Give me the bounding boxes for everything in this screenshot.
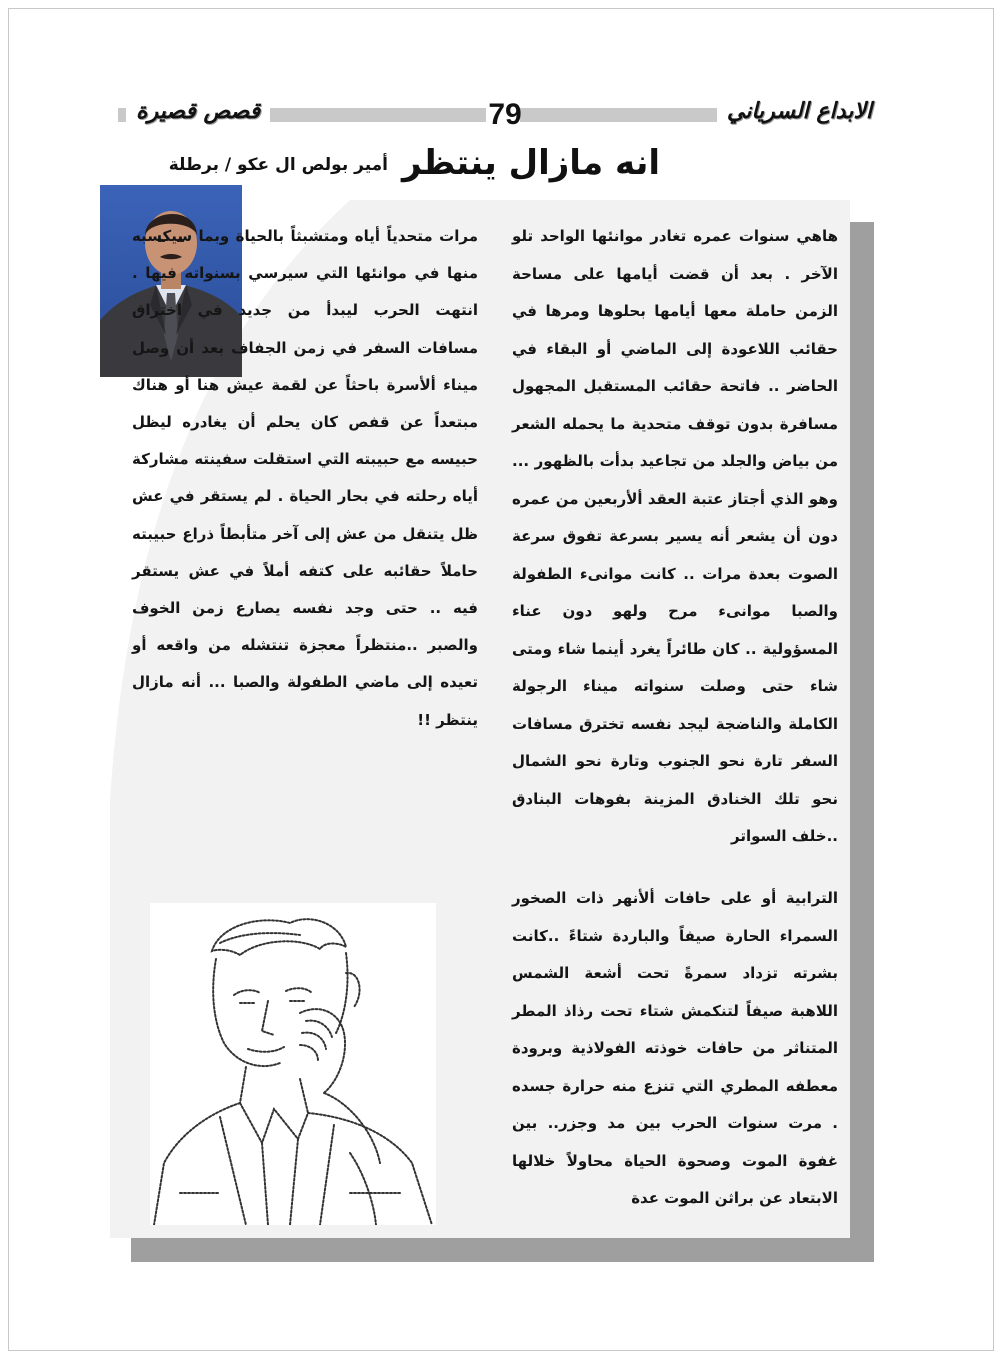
- story-title: انه مازال ينتظر: [401, 143, 660, 183]
- paragraph: هاهي سنوات عمره تغادر موانئها الواحد تلو الآخر . بعد أن قضت أيامها على مساحة الزمن حاملة معها أيامها بحلوها ومرها في حقائب اللاعودة إلى الماضي أو البقاء في الحاضر .. فاتحة حقائب المستقبل المجهول مسافرة بدون توقف متحدية ما يحمله الشعر من بياض والجلد من تجاعيد بدأت بالظهور ... وهو الذي أجتاز عتبة العقد ألأربعين من عمره دون أن يشعر أنه يسير بسرعة تفوق سرعة الصوت بعدة مرات .. كانت موانىء الطفولة والصبا موانىء مرح ولهو دون عناء المسؤولية .. كان طائراً يغرد أينما شاء ومتى شاء حتى وصلت سنواته ميناء الرجولة الكاملة والناضجة ليجد نفسه تخترق مسافات السفر تارة نحو الجنوب وتارة نحو الشمال نحو تلك الخنادق المزينة بفوهات البنادق ..خلف السواتر: [512, 227, 838, 845]
- magazine-series-label: الابداع السرياني: [717, 96, 882, 128]
- article-text-right-column-top: [512, 218, 838, 856]
- page-number: 79: [488, 98, 522, 131]
- category-label: قصص قصيرة: [126, 96, 270, 128]
- article-text-right-column-bottom: [512, 880, 838, 1218]
- article-text-left-column: [132, 218, 478, 739]
- author-byline: أمير بولص ال عكو / برطلة: [168, 155, 388, 175]
- paragraph: الترابية أو على حافات ألأنهر ذات الصخور السمراء الحارة صيفاً والباردة شتاءً ..كانت بشرته تزداد سمرةً تحت أشعة الشمس اللاهبة صيفاً لتنكمش شتاء تحت رذاذ المطر المتناثر من حافات خوذته الفولاذية وبرودة معطفه المطري التي تنزع منه حرارة جسده . مرت سنوات الحرب بين مد وجزر.. بين غفوة الموت وصحوة الحياة محاولاً خلالها الابتعاد عن براثن الموت عدة: [512, 889, 838, 1207]
- paragraph: مرات متحدياً أياه ومتشبثاً بالحياة وبما سيكسبه منها في موانئها التي سيرسي بسنواته فيها . انتهت الحرب ليبدأ من جديد في اختراق مسافات السفر في زمن الجفاف بعد أن وصل ميناء ألأسرة باحثاً عن لقمة عيش هنا أو هناك مبتعداً عن قفص كان يحلم أن يغادره ليظل حبيسه مع حبيبته التي استقلت سفينته مشاركة أياه رحلته في بحار الحياة . لم يستقر في عش ظل يتنقل من عش إلى آخر متأبطاً ذراع حبيبته حاملاً حقائبه على كتفه أملاً في عش يستقر فيه .. حتى وجد نفسه يصارع زمن الخوف والصبر ..منتظراً معجزة تنتشله من واقعه أو تعيده إلى ماضي الطفولة والصبا ... أنه مازال ينتظر !!: [132, 227, 478, 729]
- sketch-illustration: [150, 903, 436, 1225]
